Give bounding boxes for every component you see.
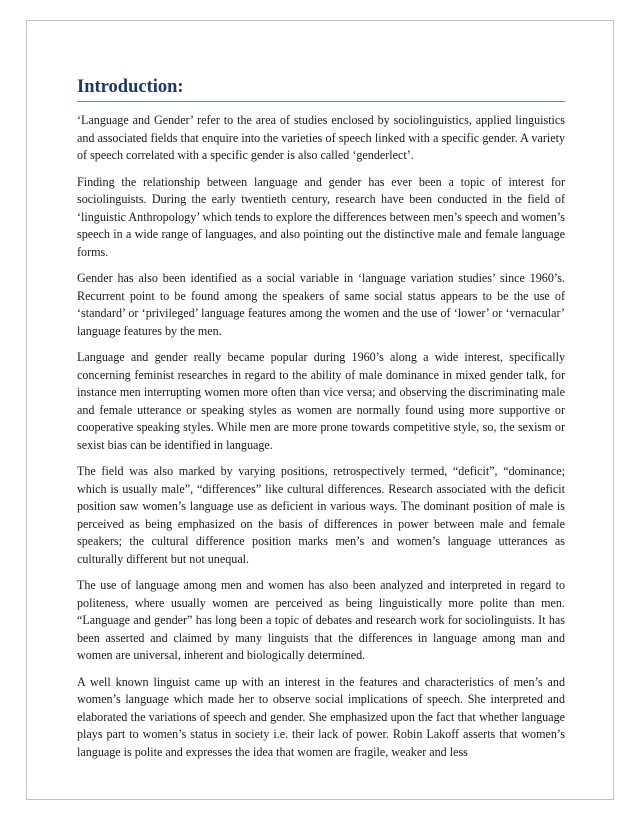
paragraph-list: [77, 112, 565, 761]
paragraph: Finding the relationship between language and gender has ever been a topic of interest for sociolinguists. During the early twentieth century, research have been conducted in the field of ‘linguistic Anthropology’ which tends to explore the differences between men’s speech and women’s speech in a wide range of languages, and also pointing out the distinctive male and female language forms.: [77, 174, 565, 259]
section-heading: Introduction:: [77, 76, 565, 102]
paragraph: ‘Language and Gender’ refer to the area of studies enclosed by sociolinguistics, applied linguistics and associated fields that enquire into the varieties of speech linked with a specific gender. A variety of speech correlated with a specific gender is also called ‘genderlect’.: [77, 113, 565, 162]
document-body: [77, 76, 565, 770]
paragraph: Language and gender really became popular during 1960’s along a wide interest, specifically concerning feminist researches in regard to the ability of male dominance in mixed gender talk, for instance men interrupting women more often than vice versa; and observing the discriminating male and female utterance or speaking styles as women are normally found using more supportive or cooperative speaking styles. While men are more prone towards competitive style, so, the sexism or sexist bias can be identified in language.: [77, 350, 565, 452]
paragraph: Gender has also been identified as a social variable in ‘language variation studies’ since 1960’s. Recurrent point to be found among the speakers of same social status appears to be the use of ‘standard’ or ‘privileged’ language features among the women and the use of ‘lower’ or ‘vernacular’ language features by the men.: [77, 271, 565, 338]
paragraph: A well known linguist came up with an interest in the features and characteristics of men’s and women’s language which made her to observe social implications of speech. She interpreted and elaborated the variations of speech and gender. She emphasized upon the fact that whether language plays part to women’s status in society i.e. their lack of power. Robin Lakoff asserts that women’s language is polite and expresses the idea that women are fragile, weaker and less: [77, 674, 565, 759]
paragraph: The use of language among men and women has also been analyzed and interpreted in regard to politeness, where usually women are perceived as being linguistically more polite than men. “Language and gender” has long been a topic of debates and research work for sociolinguists. It has been asserted and claimed by many linguists that the differences in language among man and women are universal, inherent and biologically determined.: [77, 578, 565, 662]
paragraph: The field was also marked by varying positions, retrospectively termed, “deficit”, “dominance; which is usually male”, “differences” like cultural differences. Research associated with the deficit position saw women’s language use as deficient in various ways. The dominant position of male is perceived as being emphasized on the basis of differences in power between male and female speakers; the cultural difference position marks men’s and women’s language utterances as culturally different but not unequal.: [77, 464, 565, 566]
